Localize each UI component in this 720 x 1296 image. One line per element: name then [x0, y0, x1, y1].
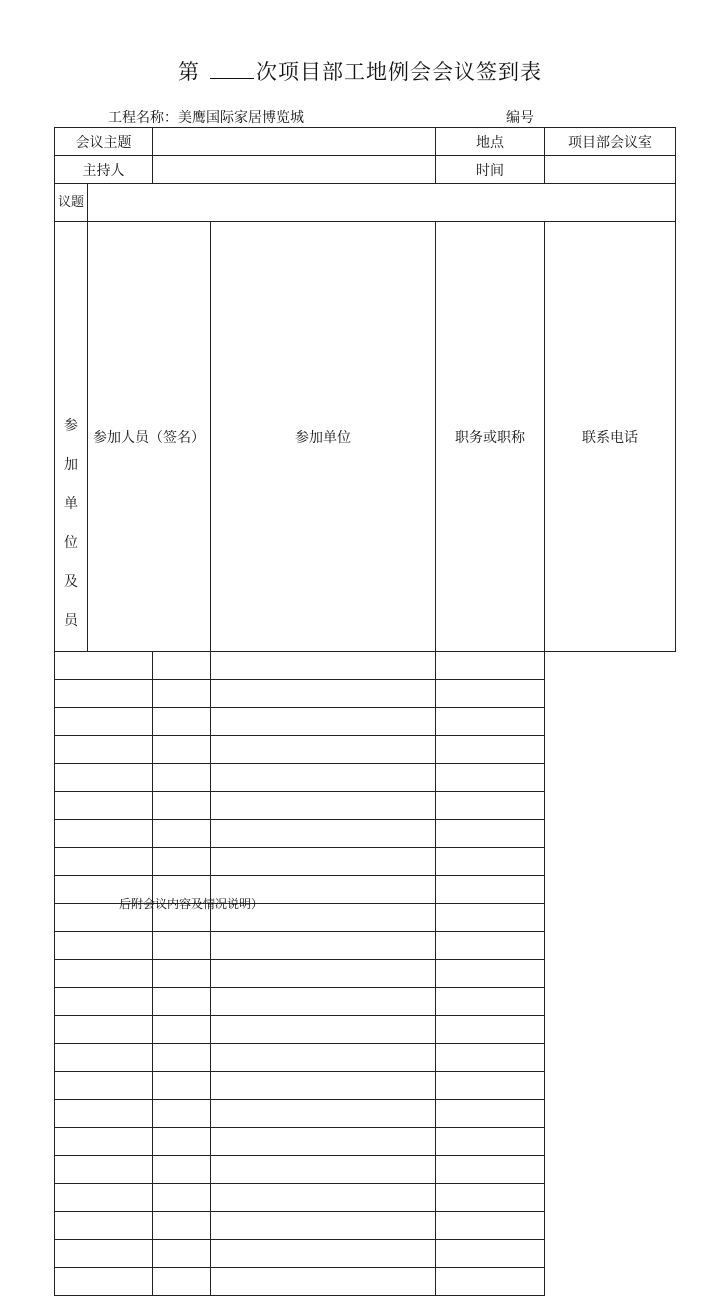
phone-cell[interactable] [436, 1268, 545, 1296]
phone-cell[interactable] [436, 988, 545, 1016]
phone-cell[interactable] [436, 960, 545, 988]
unit-cell[interactable] [153, 652, 211, 680]
signature-cell[interactable] [55, 736, 153, 764]
phone-cell[interactable] [436, 1016, 545, 1044]
project-name-label: 工程名称：美鹰国际家居博览城 [108, 110, 304, 126]
unit-cell[interactable] [153, 1212, 211, 1240]
column-header-position: 职务或职称 [436, 222, 545, 652]
position-cell[interactable] [211, 792, 436, 820]
table-row [55, 736, 676, 764]
phone-cell[interactable] [436, 1156, 545, 1184]
unit-cell[interactable] [153, 1268, 211, 1296]
table-row [55, 652, 676, 680]
table-row [55, 708, 676, 736]
table-row [55, 1016, 676, 1044]
position-cell[interactable] [211, 960, 436, 988]
signature-cell[interactable] [55, 820, 153, 848]
signature-cell[interactable] [55, 1072, 153, 1100]
phone-cell[interactable] [436, 904, 545, 932]
side-char: 位 [64, 535, 78, 551]
unit-cell[interactable] [153, 1128, 211, 1156]
host-label: 主持人 [55, 156, 153, 184]
signature-cell[interactable] [55, 1128, 153, 1156]
location-field[interactable]: 项目部会议室 [545, 128, 676, 156]
table-row [55, 1240, 676, 1268]
unit-cell[interactable] [153, 764, 211, 792]
phone-cell[interactable] [436, 708, 545, 736]
signature-cell[interactable] [55, 708, 153, 736]
column-header-signature: 参加人员（签名） [88, 222, 211, 652]
position-cell[interactable] [211, 1100, 436, 1128]
meeting-topic-field[interactable] [153, 128, 436, 156]
table-row [55, 1184, 676, 1212]
unit-cell[interactable] [153, 820, 211, 848]
table-row [55, 932, 676, 960]
side-char: 单 [64, 496, 78, 512]
table-row [55, 1128, 676, 1156]
phone-cell[interactable] [436, 764, 545, 792]
phone-cell[interactable] [436, 1184, 545, 1212]
phone-cell[interactable] [436, 1044, 545, 1072]
position-cell[interactable] [211, 708, 436, 736]
position-cell[interactable] [211, 652, 436, 680]
signature-cell[interactable] [55, 1240, 153, 1268]
side-char: 参 [64, 418, 78, 434]
position-cell[interactable] [211, 1044, 436, 1072]
signature-cell[interactable] [55, 1156, 153, 1184]
signature-cell[interactable] [55, 932, 153, 960]
unit-cell[interactable] [153, 848, 211, 876]
signature-cell[interactable] [55, 1212, 153, 1240]
table-row [55, 1044, 676, 1072]
signature-cell[interactable] [55, 960, 153, 988]
position-cell[interactable] [211, 1268, 436, 1296]
table-row [55, 1212, 676, 1240]
signature-cell[interactable] [55, 792, 153, 820]
table-row [55, 1156, 676, 1184]
position-cell[interactable] [211, 1240, 436, 1268]
footnote: 后附会议内容及情况说明） [119, 897, 264, 911]
sign-in-table [54, 127, 676, 1296]
host-field[interactable] [153, 156, 436, 184]
column-header-row [55, 222, 676, 652]
phone-cell[interactable] [436, 876, 545, 904]
table-row [55, 1072, 676, 1100]
meeting-topic-label: 会议主题 [55, 128, 153, 156]
position-cell[interactable] [211, 1184, 436, 1212]
table-row [55, 1268, 676, 1296]
participants-side-label [55, 222, 88, 652]
unit-cell[interactable] [153, 1240, 211, 1268]
phone-cell[interactable] [436, 736, 545, 764]
form-title [0, 56, 720, 86]
phone-cell[interactable] [436, 1100, 545, 1128]
location-label: 地点 [436, 128, 545, 156]
signature-cell[interactable] [55, 1016, 153, 1044]
meeting-topic-row [55, 128, 676, 156]
position-cell[interactable] [211, 736, 436, 764]
position-cell[interactable] [211, 680, 436, 708]
side-char: 加 [64, 457, 78, 473]
agenda-row [55, 184, 676, 222]
signature-cell[interactable] [55, 988, 153, 1016]
side-char: 员 [64, 613, 78, 629]
column-header-phone: 联系电话 [545, 222, 676, 652]
signature-cell[interactable] [55, 652, 153, 680]
phone-cell[interactable] [436, 1212, 545, 1240]
phone-cell[interactable] [436, 1128, 545, 1156]
signature-cell[interactable] [55, 764, 153, 792]
phone-cell[interactable] [436, 792, 545, 820]
position-cell[interactable] [211, 820, 436, 848]
signature-cell[interactable] [55, 1268, 153, 1296]
unit-cell[interactable] [153, 1156, 211, 1184]
unit-cell[interactable] [153, 1072, 211, 1100]
position-cell[interactable] [211, 1072, 436, 1100]
unit-cell[interactable] [153, 1016, 211, 1044]
unit-cell[interactable] [153, 792, 211, 820]
phone-cell[interactable] [436, 848, 545, 876]
phone-cell[interactable] [436, 1072, 545, 1100]
signature-cell[interactable] [55, 1100, 153, 1128]
host-row [55, 156, 676, 184]
position-cell[interactable] [211, 764, 436, 792]
time-label: 时间 [436, 156, 545, 184]
position-cell[interactable] [211, 1212, 436, 1240]
unit-cell[interactable] [153, 1184, 211, 1212]
column-header-unit: 参加单位 [211, 222, 436, 652]
table-row [55, 960, 676, 988]
unit-cell[interactable] [153, 736, 211, 764]
meeting-number-blank[interactable] [210, 60, 254, 79]
position-cell[interactable] [211, 988, 436, 1016]
position-cell[interactable] [211, 1128, 436, 1156]
table-row [55, 848, 676, 876]
side-char: 及 [64, 574, 78, 590]
phone-cell[interactable] [436, 1240, 545, 1268]
table-row [55, 1100, 676, 1128]
agenda-label: 议题 [55, 184, 88, 222]
time-field[interactable] [545, 156, 676, 184]
signature-cell[interactable] [55, 1184, 153, 1212]
signature-cell[interactable] [55, 680, 153, 708]
unit-cell[interactable] [153, 1044, 211, 1072]
unit-cell[interactable] [153, 988, 211, 1016]
phone-cell[interactable] [436, 652, 545, 680]
phone-cell[interactable] [436, 820, 545, 848]
title-prefix: 第 [178, 60, 200, 84]
table-row [55, 820, 676, 848]
unit-cell[interactable] [153, 708, 211, 736]
position-cell[interactable] [211, 848, 436, 876]
position-cell[interactable] [211, 1156, 436, 1184]
table-row [55, 988, 676, 1016]
signature-cell[interactable] [55, 848, 153, 876]
title-suffix: 次项目部工地例会会议签到表 [256, 60, 542, 84]
unit-cell[interactable] [153, 960, 211, 988]
phone-cell[interactable] [436, 932, 545, 960]
position-cell[interactable] [211, 1016, 436, 1044]
unit-cell[interactable] [153, 1100, 211, 1128]
table-row [55, 792, 676, 820]
agenda-field[interactable] [88, 184, 676, 222]
document-number-label: 编号 [506, 110, 534, 126]
signature-cell[interactable] [55, 1044, 153, 1072]
table-row [55, 680, 676, 708]
phone-cell[interactable] [436, 680, 545, 708]
unit-cell[interactable] [153, 680, 211, 708]
table-row [55, 764, 676, 792]
unit-cell[interactable] [153, 932, 211, 960]
position-cell[interactable] [211, 932, 436, 960]
